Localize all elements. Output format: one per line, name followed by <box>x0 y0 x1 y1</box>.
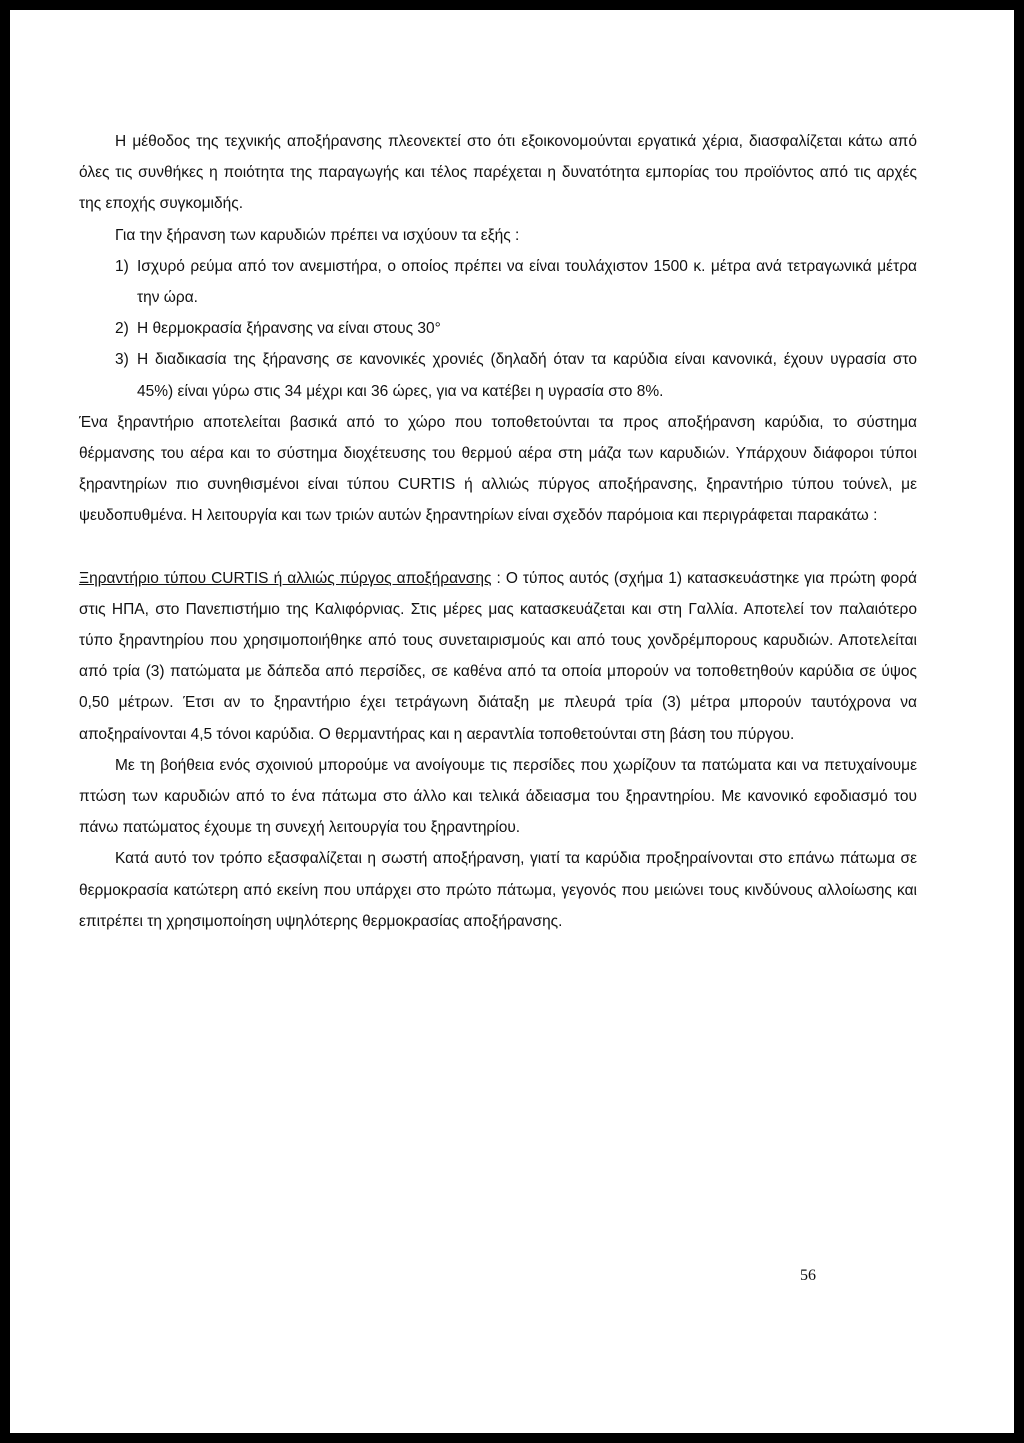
curtis-paragraph <box>79 563 917 750</box>
curtis-heading: Ξηραντήριο τύπου CURTIS ή αλλιώς πύργος αποξήρανσης <box>79 569 492 587</box>
list-item-number: 1) <box>115 257 129 275</box>
document-body <box>79 126 917 937</box>
document-page <box>10 10 1014 1433</box>
curtis-text: : Ο τύπος αυτός (σχήμα 1) κατασκευάστηκε για πρώτη φορά στις ΗΠΑ, στο Πανεπιστήμιο της Καλιφόρνιας. Στις μέρες μας κατασκευάζεται και στη Γαλλία. Αποτελεί τον παλαιότερο τύπο ξηραντηρίου που χρησιμοποιήθηκε από τους συνεταιρισμούς και από τους χονδρέμπορους καρυδιών. Αποτελείται από τρία (3) πατώματα με δάπεδα από περσίδες, σε καθένα από τα οποία μπορούν να τοποθετηθούν καρύδια σε ύψος 0,50 μέτρων. Έτσι αν το ξηραντήριο έχει τετράγωνη διάταξη με πλευρά τρία (3) μέτρα μπορούν ταυτόχρονα να αποξηραίνονται 4,5 τόνοι καρύδια. Ο θερμαντήρας και η αεραντλία τοποθετούνται στη βάση του πύργου. <box>79 569 917 743</box>
page-number: 56 <box>800 1267 816 1284</box>
list-item-text: Ισχυρό ρεύμα από τον ανεμιστήρα, ο οποίος πρέπει να είναι τουλάχιστον 1500 κ. μέτρα ανά τετραγωνικά μέτρα την ώρα. <box>137 257 917 307</box>
closing-paragraph: Κατά αυτό τον τρόπο εξασφαλίζεται η σωστή αποξήρανση, γιατί τα καρύδια προξηραίνονται στο επάνω πάτωμα σε θερμοκρασία κατώτερη από εκείνη που υπάρχει στο πρώτο πάτωμα, γεγονός που μειώνει τους κινδύνους αλλοίωσης και επιτρέπει τη χρησιμοποίηση υψηλότερης θερμοκρασίας αποξήρανσης. <box>79 850 917 930</box>
operation-paragraph: Με τη βοήθεια ενός σχοινιού μπορούμε να ανοίγουμε τις περσίδες που χωρίζουν τα πατώματα και να πετυχαίνουμε πτώση των καρυδιών από το ένα πάτωμα στο άλλο και τελικά άδειασμα του ξηραντηρίου. Με κανονικό εφοδιασμό του πάνω πατώματος έχουμε τη συνεχή λειτουργία του ξηραντηρίου. <box>79 756 917 837</box>
list-item <box>115 313 917 344</box>
intro-paragraph: Η μέθοδος της τεχνικής αποξήρανσης πλεονεκτεί στο ότι εξοικονομούνται εργατικά χέρια, διασφαλίζεται κάτω από όλες τις συνθήκες η ποιότητα της παραγωγής και τέλος παρέχεται η δυνατότητα εμπορίας του προϊόντος από τις αρχές της εποχής συγκομιδής. <box>79 133 917 213</box>
list-item <box>115 251 917 313</box>
list-item-number: 2) <box>115 320 129 338</box>
requirements-lead: Για την ξήρανση των καρυδιών πρέπει να ισχύουν τα εξής : <box>115 226 520 244</box>
dryer-paragraph: Ένα ξηραντήριο αποτελείται βασικά από το χώρο που τοποθετούνται τα προς αποξήρανση καρύδια, το σύστημα θέρμανσης του αέρα και το σύστημα διοχέτευσης του θερμού αέρα στη μάζα των καρυδιών. Υπάρχουν διάφοροι τύποι ξηραντηρίων πιο συνηθισμένοι είναι τύπου CURTIS ή αλλιώς πύργος αποξήρανσης, ξηραντήριο τύπου τούνελ, με ψευδοπυθμένα. Η λειτουργία και των τριών αυτών ξηραντηρίων είναι σχεδόν παρόμοια και περιγράφεται παρακάτω : <box>79 413 917 525</box>
paragraph-spacer <box>79 532 917 563</box>
list-item-number: 3) <box>115 351 129 369</box>
list-item-text: Η θερμοκρασία ξήρανσης να είναι στους 30° <box>137 320 441 338</box>
list-item-text: Η διαδικασία της ξήρανσης σε κανονικές χρονιές (δηλαδή όταν τα καρύδια είναι κανονικά, έχουν υγρασία στο 45%) είναι γύρω στις 34 μέχρι και 36 ώρες, για να κατέβει η υγρασία στο 8%. <box>137 351 917 400</box>
requirements-list <box>79 251 917 407</box>
list-item <box>115 344 917 406</box>
